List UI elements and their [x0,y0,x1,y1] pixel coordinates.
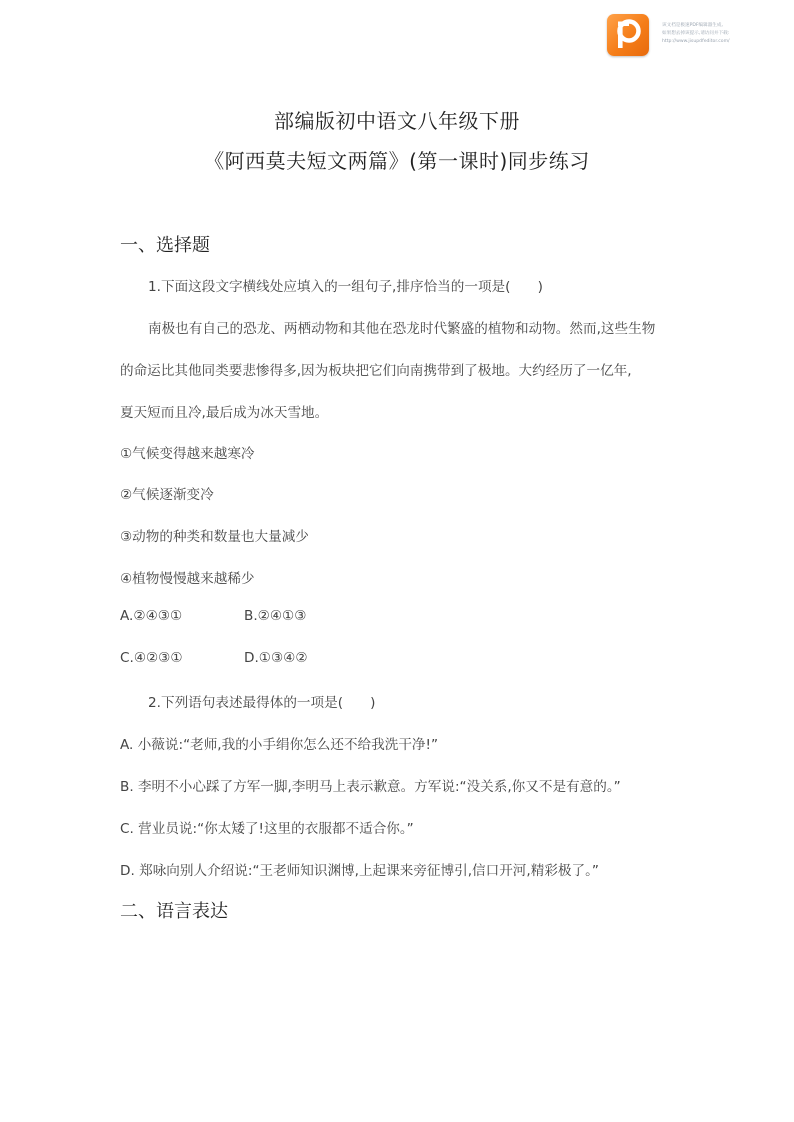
watermark-line-1: 该文档是极速PDF编辑器生成, [662,23,723,28]
watermark-notice [662,22,790,46]
q2-option-c: C. 营业员说:“你太矮了!这里的衣服都不适合你。” [120,821,414,837]
q1-option-a: A.②④③① [120,608,183,624]
sentence-item-2: ②气候逐渐变冷 [120,487,214,503]
sentence-item-1: ①气候变得越来越寒冷 [120,446,255,462]
q1-option-b: B.②④①③ [244,608,307,624]
q2-option-a: A. 小薇说:“老师,我的小手绢你怎么还不给我洗干净!” [120,737,439,753]
watermark-line-2: 如果想去掉该提示,请访问并下载: [662,31,730,36]
passage-line-1: 南极也有自己的恐龙、两栖动物和其他在恐龙时代繁盛的植物和动物。然而,这些生物 [148,321,656,337]
q1-option-c: C.④②③① [120,650,183,666]
q1-option-d: D.①③④② [244,650,308,666]
section-heading-language: 二、语言表达 [120,901,228,922]
passage-line-2: 的命运比其他同类要悲惨得多,因为板块把它们向南携带到了极地。大约经历了一亿年, [120,363,632,379]
q2-option-b: B. 李明不小心踩了方军一脚,李明马上表示歉意。方军说:“没关系,你又不是有意的。” [120,779,621,795]
section-heading-choice: 一、选择题 [120,235,210,256]
q2-option-d: D. 郑咏向别人介绍说:“王老师知识渊博,上起课来旁征博引,信口开河,精彩极了。” [120,863,599,879]
passage-line-3: 夏天短而且冷,最后成为冰天雪地。 [120,405,329,421]
watermark-line-3: http://www.jisupdfeditor.com/ [662,39,730,44]
question-2-stem: 2.下列语句表述最得体的一项是( ) [148,695,376,711]
sentence-item-3: ③动物的种类和数量也大量减少 [120,529,309,545]
p-logo-icon [607,14,649,56]
sentence-item-4: ④植物慢慢越来越稀少 [120,571,255,587]
question-1-stem: 1.下面这段文字横线处应填入的一组句子,排序恰当的一项是( ) [148,279,543,295]
page-title: 部编版初中语文八年级下册 [274,109,520,133]
pdf-editor-logo [607,14,649,56]
page-subtitle: 《阿西莫夫短文两篇》(第一课时)同步练习 [204,149,590,173]
